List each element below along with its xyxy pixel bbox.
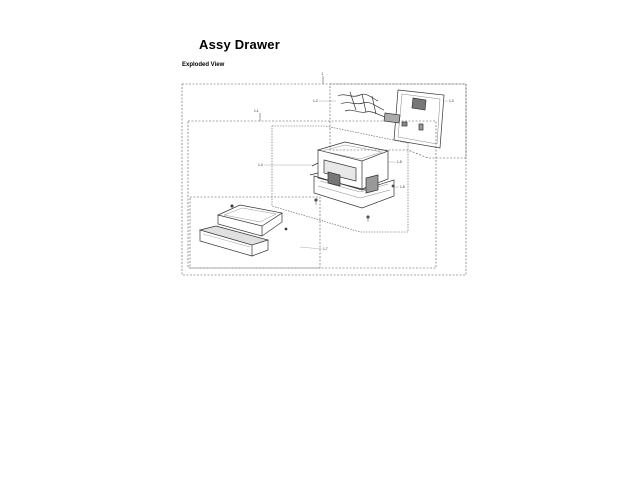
control-panel [384, 90, 444, 148]
inner-dashed-frame [188, 121, 436, 268]
callout-1-6: 1-6 [400, 185, 405, 189]
callout-1-2: 1-2 [313, 99, 318, 103]
callout-top-label: 1 [321, 72, 324, 76]
callout-1-5: 1-5 [397, 160, 402, 164]
drawer-assembly [200, 205, 287, 256]
section-subtitle: Exploded View [182, 62, 225, 68]
callout-1-1: 1-1 [254, 109, 259, 113]
main-housing [310, 142, 394, 208]
callout-labels [254, 72, 454, 251]
callout-1-7: 1-7 [323, 247, 328, 251]
page-title: Assy Drawer [199, 37, 280, 52]
callout-1-3: 1-3 [449, 99, 454, 103]
callout-1-4: 1-4 [258, 163, 263, 167]
wire-harness [338, 92, 388, 118]
